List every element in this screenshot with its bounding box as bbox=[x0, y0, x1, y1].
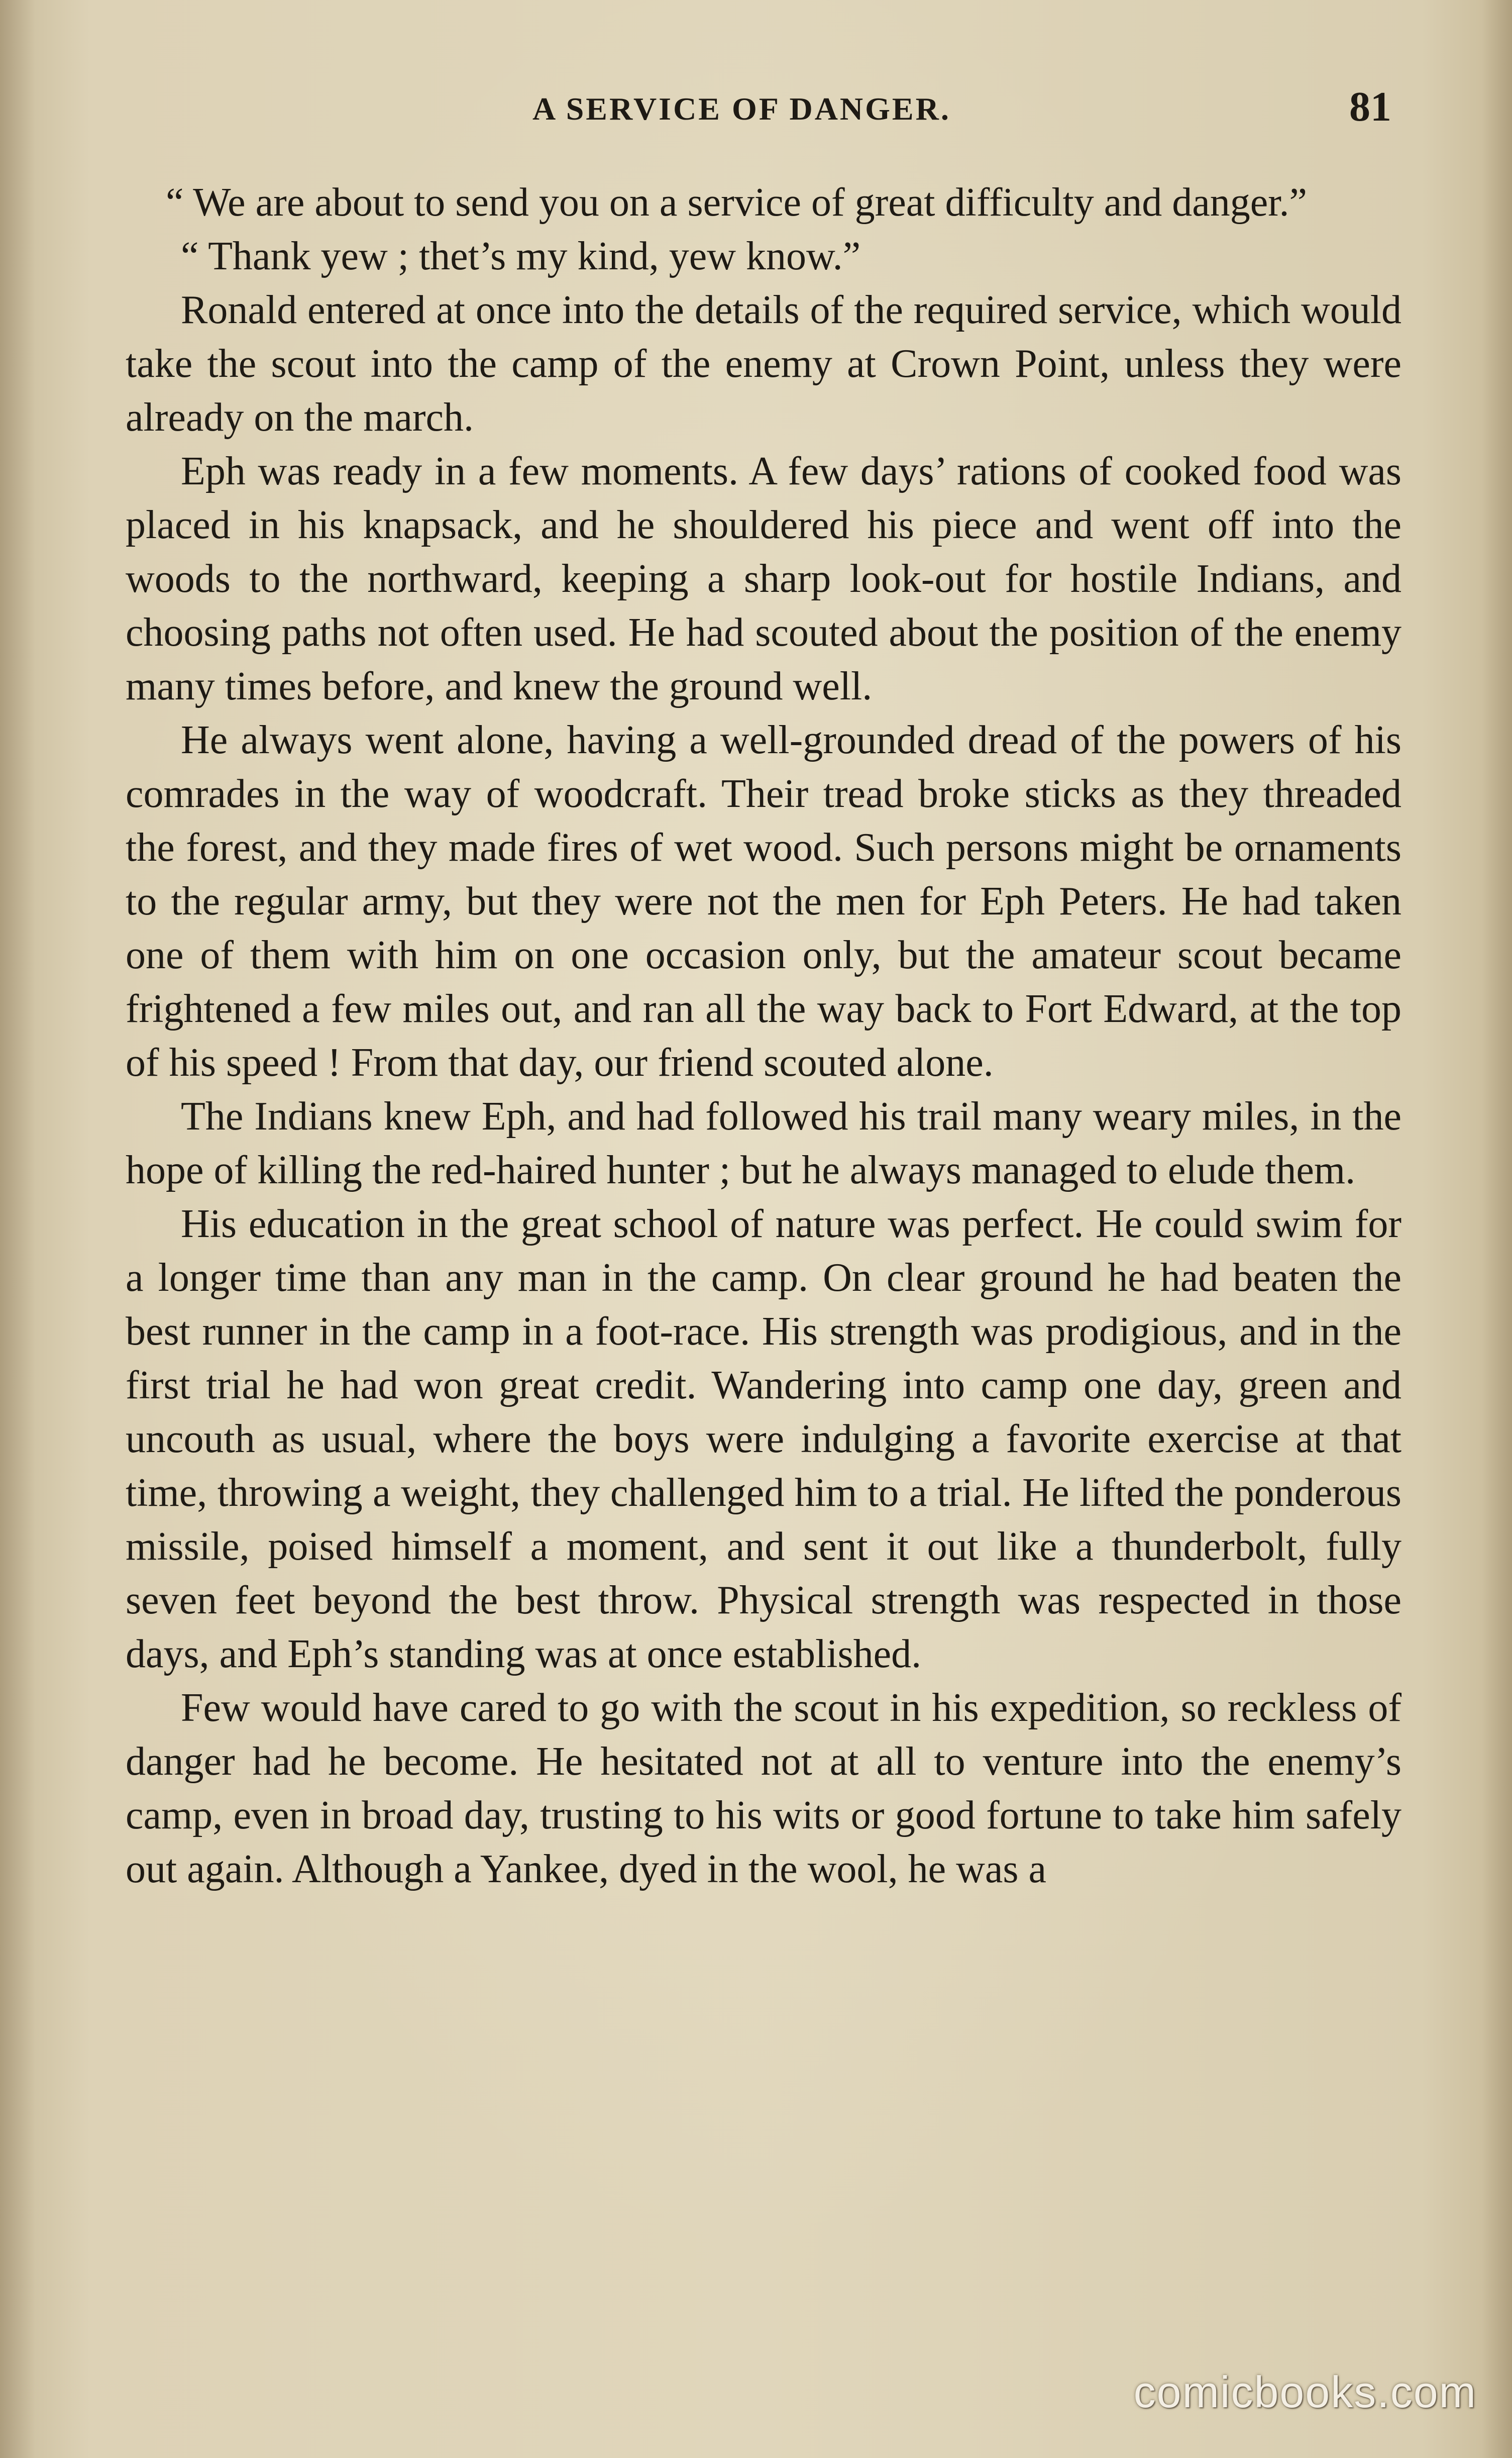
running-head bbox=[0, 75, 1512, 146]
page-shadow-right bbox=[1482, 0, 1512, 2458]
page-number: 81 bbox=[1349, 83, 1391, 130]
paragraph-4: Eph was ready in a few moments. A few days’ rations of cooked food was placed in his knapsack, and he shouldered his piece and went off into the woods to the northward, keeping a sharp look-out for hostile Indians, and choosing paths not often used. He had scouted about the position of the enemy many times before, and knew the ground well. bbox=[126, 449, 1401, 708]
paragraph-3: Ronald entered at once into the details of the required service, which would take the scout into the camp of the enemy at Crown Point, unless they were already on the march. bbox=[126, 288, 1401, 440]
paragraph-7: His education in the great school of nature was perfect. He could swim for a longer time than any man in the camp. On clear ground he had beaten the best runner in the camp in a foot-race. His strength was prodigious, and in the first trial he had won great credit. Wandering into camp one day, green and uncouth as usual, where the boys were indulging a favorite exercise at that time, throwing a weight, they challenged him to a trial. He lifted the ponderous missile, poised himself a moment, and sent it out like a thunderbolt, fully seven feet beyond the best throw. Physical strength was respected in those days, and Eph’s standing was at once established. bbox=[126, 1202, 1401, 1676]
paragraph-2: “ Thank yew ; thet’s my kind, yew know.” bbox=[181, 234, 861, 278]
paragraph-5: He always went alone, having a well-grounded dread of the powers of his comrades in the way of woodcraft. Their tread broke sticks as they threaded the forest, and they made fires of wet wood. Such persons might be ornaments to the regular army, but they were not the men for Eph Peters. He had taken one of them with him on one occasion only, but the amateur scout became frightened a few miles out, and ran all the way back to Fort Edward, at the top of his speed ! From that day, our friend scouted alone. bbox=[126, 718, 1401, 1085]
page-shadow-left bbox=[0, 0, 35, 2458]
running-title: A SERVICE OF DANGER. bbox=[532, 91, 951, 127]
paragraph-6: The Indians knew Eph, and had followed his trail many weary miles, in the hope of killing the red-haired hunter ; but he always managed to elude them. bbox=[126, 1094, 1401, 1192]
body-text bbox=[126, 176, 1401, 1896]
watermark: comicbooks.com bbox=[1133, 2367, 1477, 2417]
paragraph-1: “ We are about to send you on a service of great difficulty and danger.” bbox=[166, 180, 1307, 225]
paragraph-8: Few would have cared to go with the scout in his expedition, so reckless of danger had he become. He hesitated not at all to venture into the enemy’s camp, even in broad day, trusting to his wits or good fortune to take him safely out again. Although a Yankee, dyed in the wool, he was a bbox=[126, 1686, 1401, 1891]
